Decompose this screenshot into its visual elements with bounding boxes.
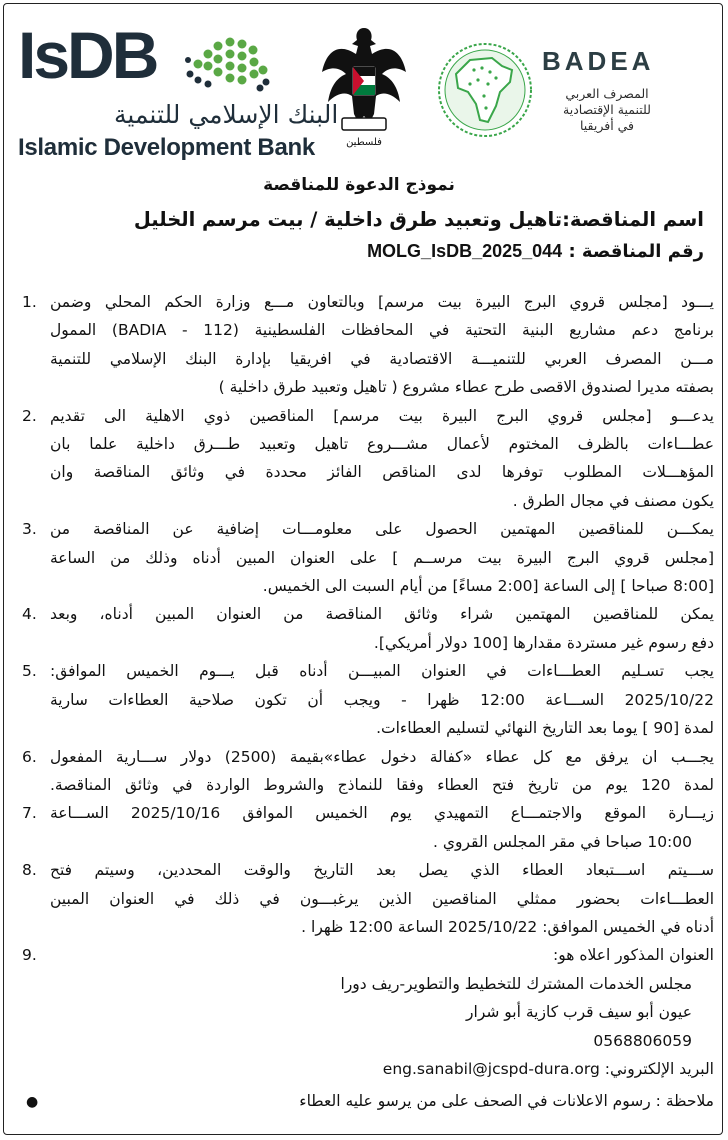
clause-number: 7.	[22, 804, 37, 823]
clause-line: زيـــارة الموقع والاجتمـــاع التمهيدي يوم الخميس الموافق 2025/10/16 الســـاعة	[50, 804, 714, 823]
clause-body	[50, 657, 714, 742]
clause-line: يمكن للمناقصين المهتمين شراء وثائق المناقصة من العنوان المبين أدناه، وبعد	[50, 605, 714, 624]
email-line: البريد الإلكتروني: eng.sanabil@jcspd-dura.org	[382, 1059, 714, 1078]
clause-line: يدعـــو [مجلس قروي البرج البيرة بيت مرسم] المناقصين ذوي الاهلية الى تقديم	[50, 406, 714, 425]
clause-number: 4.	[22, 605, 37, 624]
clause-body	[50, 600, 714, 657]
clause-number: 9.	[22, 946, 37, 965]
clause-line: العنوان المذكور اعلاه هو:	[553, 946, 714, 965]
tender-number: MOLG_IsDB_2025_044	[367, 241, 563, 261]
clause-line: 10:00 صباحا في مقر المجلس القروي .	[433, 832, 692, 851]
clause-line: يجب تسـليم العطـــاءات في العنوان المبيـــن أدناه قبل يـــوم الخميس الموافق:	[50, 662, 714, 681]
clause-number: 1.	[22, 293, 37, 311]
clause-4	[14, 600, 714, 657]
clause-line: لمدة [90 ] يوما بعد التاريخ النهائي لتسليم العطاءات.	[376, 719, 714, 738]
clause-number: 8.	[22, 861, 37, 880]
badea-africa-icon	[430, 40, 540, 140]
phone-number: 0568806059	[593, 1031, 692, 1050]
emblem-label: فلسطين	[346, 137, 382, 148]
tender-number-label: رقم المناقصة :	[568, 241, 704, 262]
isdb-letters: IsDB	[18, 18, 157, 92]
note-text: ملاحظة : رسوم الاعلانات في الصحف على من يرسو عليه العطاء	[299, 1092, 714, 1111]
clause-9	[14, 941, 714, 1083]
clause-2	[14, 402, 714, 516]
clause-7	[14, 799, 714, 856]
clause-body	[50, 288, 714, 402]
badea-arabic-name	[532, 86, 682, 134]
clause-5	[14, 657, 714, 742]
clause-line: لمدة 120 يوم من تاريخ فتح العطاء وفقا للنماذج والشروط الواردة في وثائق المناقصة.	[50, 775, 714, 794]
isdb-arabic-name: البنك الإسلامي للتنمية	[114, 100, 339, 129]
clause-line: مـــن المصرف العربي للتنميـــة الاقتصادية في افريقيا بإدارة البنك الإسلامي للتنمية	[50, 349, 714, 368]
clause-line: يـــود [مجلس قروي البرج البيرة بيت مرسم] وبالتعاون مـــع وزارة الحكم المحلي وضمن	[50, 293, 714, 311]
clause-body	[50, 856, 714, 941]
note-row	[14, 1087, 714, 1115]
badea-name: BADEA	[542, 46, 655, 76]
clause-line: يجـــب ان يرفق مع كل عطاء «كفالة دخول عطاء»بقيمة (2500) دولار ســـارية المفعول	[50, 747, 714, 766]
badea-logo	[430, 40, 702, 150]
clause-line: بصفته مديرا لصندوق الاقصى طرح عطاء مشروع ( تاهيل وتعبيد طرق داخلية )	[218, 378, 714, 397]
isdb-logo	[18, 18, 339, 162]
clauses-list	[14, 288, 714, 1116]
clause-body	[50, 941, 714, 1083]
clause-body	[50, 402, 714, 516]
logo-header	[0, 0, 728, 170]
tender-name: اسم المناقصة:تاهيل وتعبيد طرق داخلية / بيت مرسم الخليل	[133, 208, 704, 231]
badea-arabic-line-2: للتنمية الإقتصادية	[563, 102, 651, 117]
title-block	[14, 170, 704, 267]
address-line: عيون أبو سيف قرب كازية أبو شرار	[466, 1003, 692, 1022]
isdb-globe-icon	[168, 24, 278, 104]
clause-line: 2025/10/22 الســـاعة 12:00 ظهرا - ويجب أن تكون صلاحية العطاءات سارية	[50, 690, 714, 709]
clause-1	[14, 288, 714, 402]
badea-arabic-line-3: في أفريقيا	[579, 118, 635, 133]
clause-3	[14, 515, 714, 600]
clause-8	[14, 856, 714, 941]
clause-line: [مجلس قروي البرج البيرة بيت مرســم ] على العنوان المبين أدناه وذلك من الساعة	[50, 548, 714, 567]
clause-body	[50, 743, 714, 800]
clause-line: المؤهـــلات المطلوب توفرها لدى المناقص الفائز محددة في وثائق المناقصة وان	[50, 463, 714, 482]
clause-line: يمكـــن للمناقصين المهتمين الحصول على معلومـــات إضافية عن المناقصة من	[50, 520, 714, 539]
clause-line: [8:00 صباحا ] إلى الساعة [2:00 مساءً] من أيام السبت الى الخميس.	[262, 577, 714, 596]
clause-line: عطـــاءات بالظرف المختوم لأعمال مشـــروع تاهيل وتعبيد طـــرق داخلية علما بان	[50, 435, 714, 454]
clause-number: 3.	[22, 520, 37, 539]
eagle-icon	[318, 22, 410, 134]
clause-number: 2.	[22, 406, 37, 425]
address-line: مجلس الخدمات المشترك للتخطيط والتطوير-ريف دورا	[340, 974, 692, 993]
palestine-emblem	[318, 22, 410, 152]
clause-line: ســـيتم اســـتبعاد العطاء الذي يصل بعد التاريخ والوقت المحددين، وسيتم فتح	[50, 861, 714, 880]
isdb-english-name: Islamic Development Bank	[18, 134, 315, 161]
form-title: نموذج الدعوة للمناقصة	[263, 175, 455, 195]
clause-6	[14, 743, 714, 800]
clause-number: 5.	[22, 662, 37, 681]
clause-body	[50, 799, 714, 856]
clause-line: برنامج دعم مشاريع البنية التحتية في المحافظات الفلسطينية (112 - BADIA) الممول	[50, 321, 714, 340]
bullet-icon: ●	[26, 1093, 39, 1110]
note-body	[50, 1087, 714, 1115]
clause-line: أدناه في الخميس الموافق: 2025/10/22 الساعة 12:00 ظهرا .	[301, 917, 714, 936]
clause-line: العطـــاءات بحضور ممثلي المناقصين الذين يرغبـــون في ذلك في العنوان المبين	[50, 889, 714, 908]
clause-line: دفع رسوم غير مستردة مقدارها [100 دولار أمريكي].	[373, 633, 714, 652]
clause-number: 6.	[22, 747, 37, 766]
badea-arabic-line-1: المصرف العربي	[565, 86, 649, 101]
tender-number-line	[14, 236, 704, 267]
clause-line: يكون مصنف في مجال الطرق .	[512, 491, 714, 510]
clause-body	[50, 515, 714, 600]
